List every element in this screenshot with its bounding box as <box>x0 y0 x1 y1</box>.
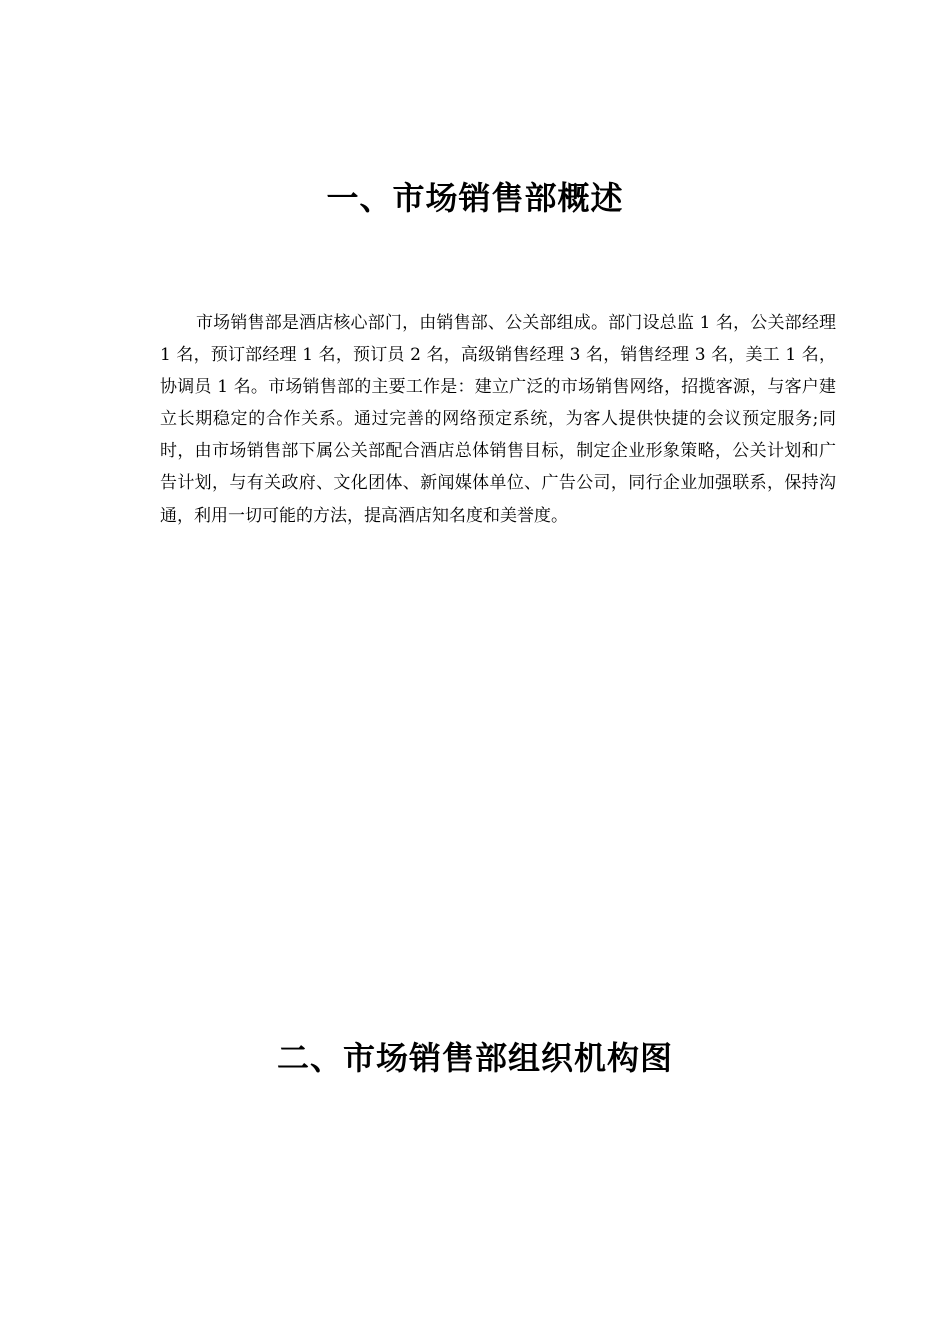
section1-paragraph: 市场销售部是酒店核心部门，由销售部、公关部组成。部门设总监 1 名，公关部经理 1 名，预订部经理 1 名，预订员 2 名，高级销售经理 3 名，销售经理 3 名，美工 1 名，协调员 1 名。市场销售部的主要工作是：建立广泛的市场销售网络，招揽客源，与客户建立长期稳定的合作关系。通过完善的网络预定系统，为客人提供快捷的会议预定服务;同时，由市场销售部下属公关部配合酒店总体销售目标，制定企业形象策略，公关计划和广告计划，与有关政府、文化团体、新闻媒体单位、广告公司，同行企业加强联系，保持沟通，利用一切可能的方法，提高酒店知名度和美誉度。 <box>160 313 836 526</box>
section1-title: 一、市场销售部概述 <box>326 179 624 217</box>
section2-title: 二、市场销售部组织机构图 <box>276 1039 673 1077</box>
